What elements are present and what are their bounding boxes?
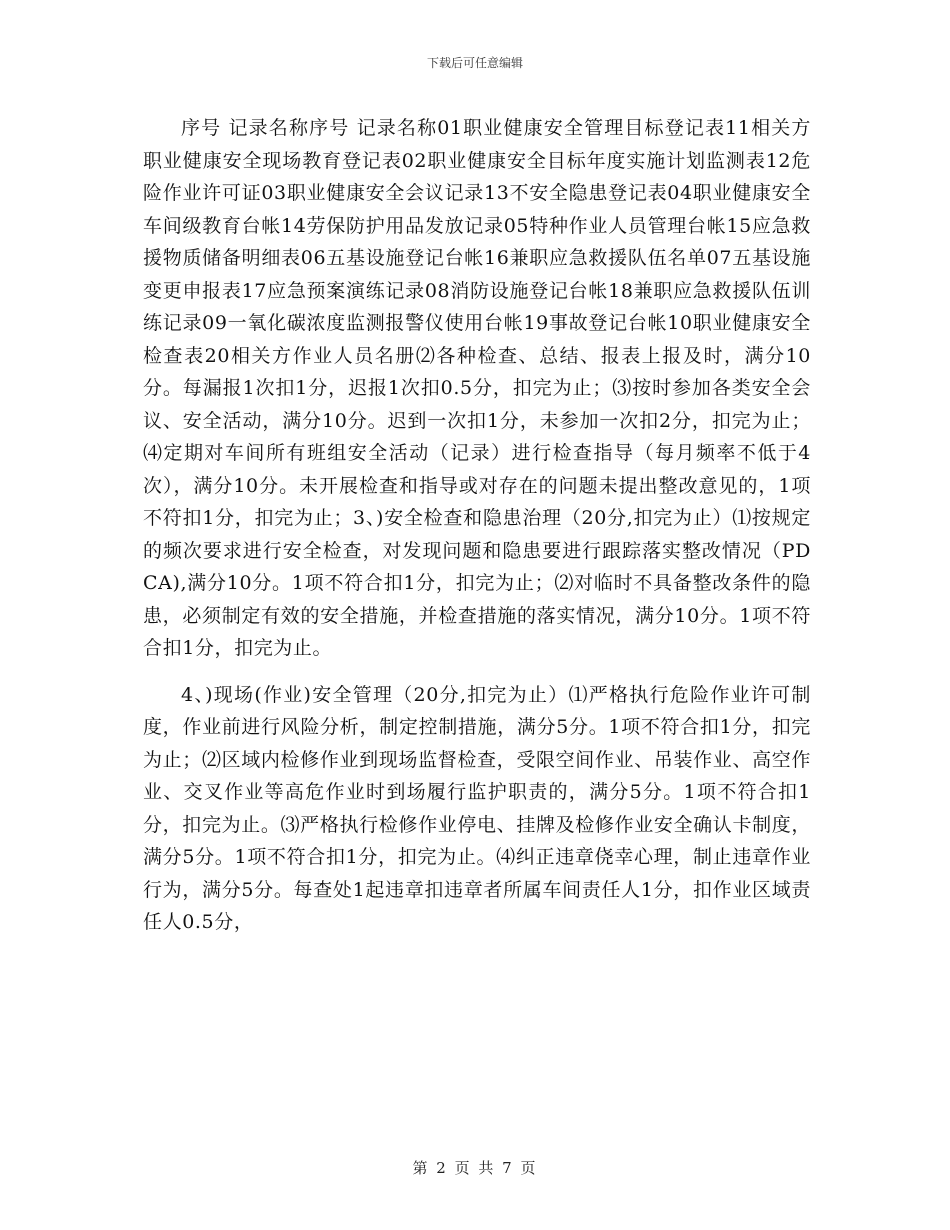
page-header-note: 下载后可任意编辑 xyxy=(426,56,523,70)
document-body xyxy=(143,112,811,953)
body-paragraph-2: 4、)现场(作业)安全管理（20分,扣完为止）⑴严格执行危险作业许可制度，作业前进行风险分析，制定控制措施，满分5分。1项不符合扣1分，扣完为止；⑵区域内检修作业到现场监督检查，受限空间作业、吊装作业、高空作业、交叉作业等高危作业时到场履行监护职责的，满分5分。1项不符合扣1分，扣完为止。⑶严格执行检修作业停电、挂牌及检修作业安全确认卡制度，满分5分。1项不符合扣1分，扣完为止。⑷纠正违章侥幸心理，制止违章作业行为，满分5分。每查处1起违章扣违章者所属车间责任人1分，扣作业区域责任人0.5分， xyxy=(143,683,811,933)
body-paragraph-1: 序号 记录名称序号 记录名称01职业健康安全管理目标登记表11相关方职业健康安全现场教育登记表02职业健康安全目标年度实施计划监测表12危险作业许可证03职业健康安全会议记录13不安全隐患登记表04职业健康安全车间级教育台帐14劳保防护用品发放记录05特种作业人员管理台帐15应急救援物质储备明细表06五基设施登记台帐16兼职应急救援队伍名单07五基设施变更申报表17应急预案演练记录08消防设施登记台帐18兼职应急救援队伍训练记录09一氧化碳浓度监测报警仪使用台帐19事故登记台帐10职业健康安全检查表20相关方作业人员名册⑵各种检查、总结、报表上报及时，满分10分。每漏报1次扣1分，迟报1次扣0.5分，扣完为止；⑶按时参加各类安全会议、安全活动，满分10分。迟到一次扣1分，未参加一次扣2分，扣完为止；⑷定期对车间所有班组安全活动（记录）进行检查指导（每月频率不低于4次），满分10分。未开展检查和指导或对存在的问题未提出整改意见的，1项不符扣1分，扣完为止；3、)安全检查和隐患治理（20分,扣完为止）⑴按规定的频次要求进行安全检查，对发现问题和隐患要进行跟踪落实整改情况（PDCA),满分10分。1项不符合扣1分，扣完为止；⑵对临时不具备整改条件的隐患，必须制定有效的安全措施，并检查措施的落实情况，满分10分。1项不符合扣1分，扣完为止。 xyxy=(143,117,811,659)
page-number: 第 2 页 共 7 页 xyxy=(412,1159,538,1177)
